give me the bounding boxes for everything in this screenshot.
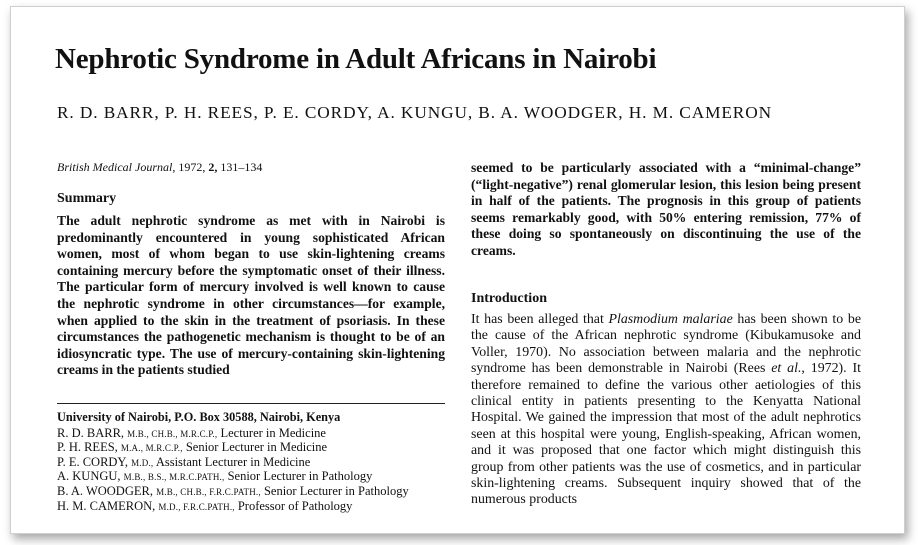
introduction-heading: Introduction <box>471 291 547 306</box>
affiliation-row: B. A. WOODGER, M.B., CH.B., F.R.C.PATH., Senior Lecturer in Pathology <box>57 483 409 498</box>
author-list: R. D. BARR, P. H. REES, P. E. CORDY, A. KUNGU, B. A. WOODGER, H. M. CAMERON <box>57 103 772 122</box>
summary-continued-text: seemed to be particularly associated with a “minimal-change” (“light-negative”) renal glomerular lesion, this lesion being present in half of the patients. The prognosis in this group of patients seems remarkably good, with 50% entering remission, 77% of these doing so spontaneously on discontinuing the use of the creams. <box>471 160 861 258</box>
journal-pages: 131–134 <box>220 160 263 174</box>
article-title: Nephrotic Syndrome in Adult Africans in Nairobi <box>55 43 657 75</box>
affiliation-row: P. H. REES, M.A., M.R.C.P., Senior Lecturer in Medicine <box>57 440 328 455</box>
article-page <box>10 6 905 534</box>
journal-citation <box>57 160 262 175</box>
organism-name: Plasmodium malariae <box>608 312 733 327</box>
affiliation-row: H. M. CAMERON, M.D., F.R.C.PATH., Professor of Pathology <box>57 498 353 513</box>
journal-volume: 2, <box>208 160 218 174</box>
affiliation-block <box>57 411 447 514</box>
summary-heading: Summary <box>57 191 117 206</box>
summary-text: The adult nephrotic syndrome as met with in Nairobi is predominantly encountered in young sophisticated African women, most of whom began to use skin-lightening creams containing mercury before the symptomatic onset of their illness. The particular form of mercury involved is well known to cause the nephrotic syndrome in other circumstances—for example, when applied to the skin in the treatment of psoriasis. In these circumstances the pathogenetic mechanism is thought to be of an idiosyncratic type. The use of mercury-containing skin-lightening creams in the patients studied <box>57 213 445 378</box>
journal-name: British Medical Journal, <box>57 160 176 174</box>
introduction-text: It has been alleged that Plasmodium malariae has been shown to be the cause of the African nephrotic syndrome (Kibukamusoke and Voller, 1970). No association between malaria and the nephrotic syndrome has been demonstrable in Nairobi (Rees et al., 1972). It therefore remained to define the various other aetiologies of this clinical entity in patients presenting to the Kenyatta National Hospital. We gained the impression that most of the adult nephrotics seen at this hospital were young, English-speaking, African women, and it was proposed that one factor which might distinguish this group from other patients was the use of cosmetics, and in particular skin-lightening creams. Subsequent inquiry showed that of the numerous products <box>471 312 861 508</box>
journal-year: 1972, <box>178 160 206 174</box>
affiliation-divider <box>57 403 445 404</box>
institution-line: University of Nairobi, P.O. Box 30588, Nairobi, Kenya <box>57 410 341 424</box>
affiliation-row: P. E. CORDY, M.D., Assistant Lecturer in Medicine <box>57 454 311 469</box>
affiliation-row: R. D. BARR, M.B., CH.B., M.R.C.P., Lecturer in Medicine <box>57 425 326 440</box>
affiliation-row: A. KUNGU, M.B., B.S., M.R.C.PATH., Senior Lecturer in Pathology <box>57 469 373 484</box>
